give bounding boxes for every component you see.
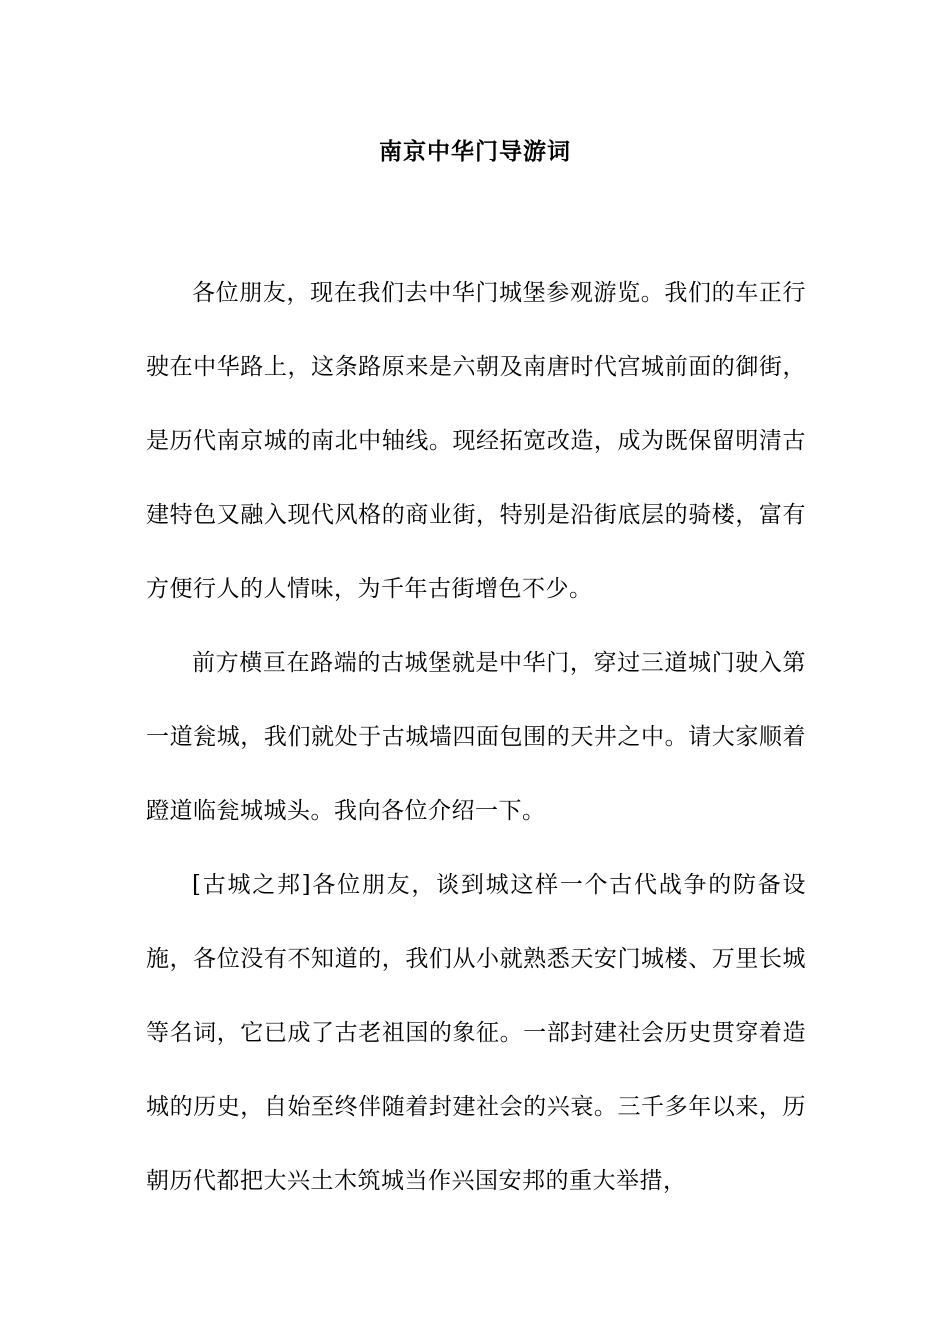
document-body <box>146 256 806 1218</box>
paragraph-city-gate: 前方横亘在路端的古城堡就是中华门，穿过三道城门驶入第一道瓮城，我们就处于古城墙四面包围的天井之中。请大家顺着蹬道临瓮城城头。我向各位介绍一下。 <box>146 650 806 824</box>
document-title: 南京中华门导游词 <box>379 138 571 165</box>
paragraph-intro: 各位朋友，现在我们去中华门城堡参观游览。我们的车正行驶在中华路上，这条路原来是六朝及南唐时代宫城前面的御街，是历代南京城的南北中轴线。现经拓宽改造，成为既保留明清古建特色又融入现代风格的商业街，特别是沿街底层的骑楼，富有方便行人的人情味，为千年古街增色不少。 <box>146 280 806 602</box>
paragraph-ancient-city: [古城之邦]各位朋友，谈到城这样一个古代战争的防备设施，各位没有不知道的，我们从小就熟悉天安门城楼、万里长城等名词，它已成了古老祖国的象征。一部封建社会历史贯穿着造城的历史，自始至终伴随着封建社会的兴衰。三千多年以来，历朝历代都把大兴土木筑城当作兴国安邦的重大举措， <box>146 872 806 1194</box>
